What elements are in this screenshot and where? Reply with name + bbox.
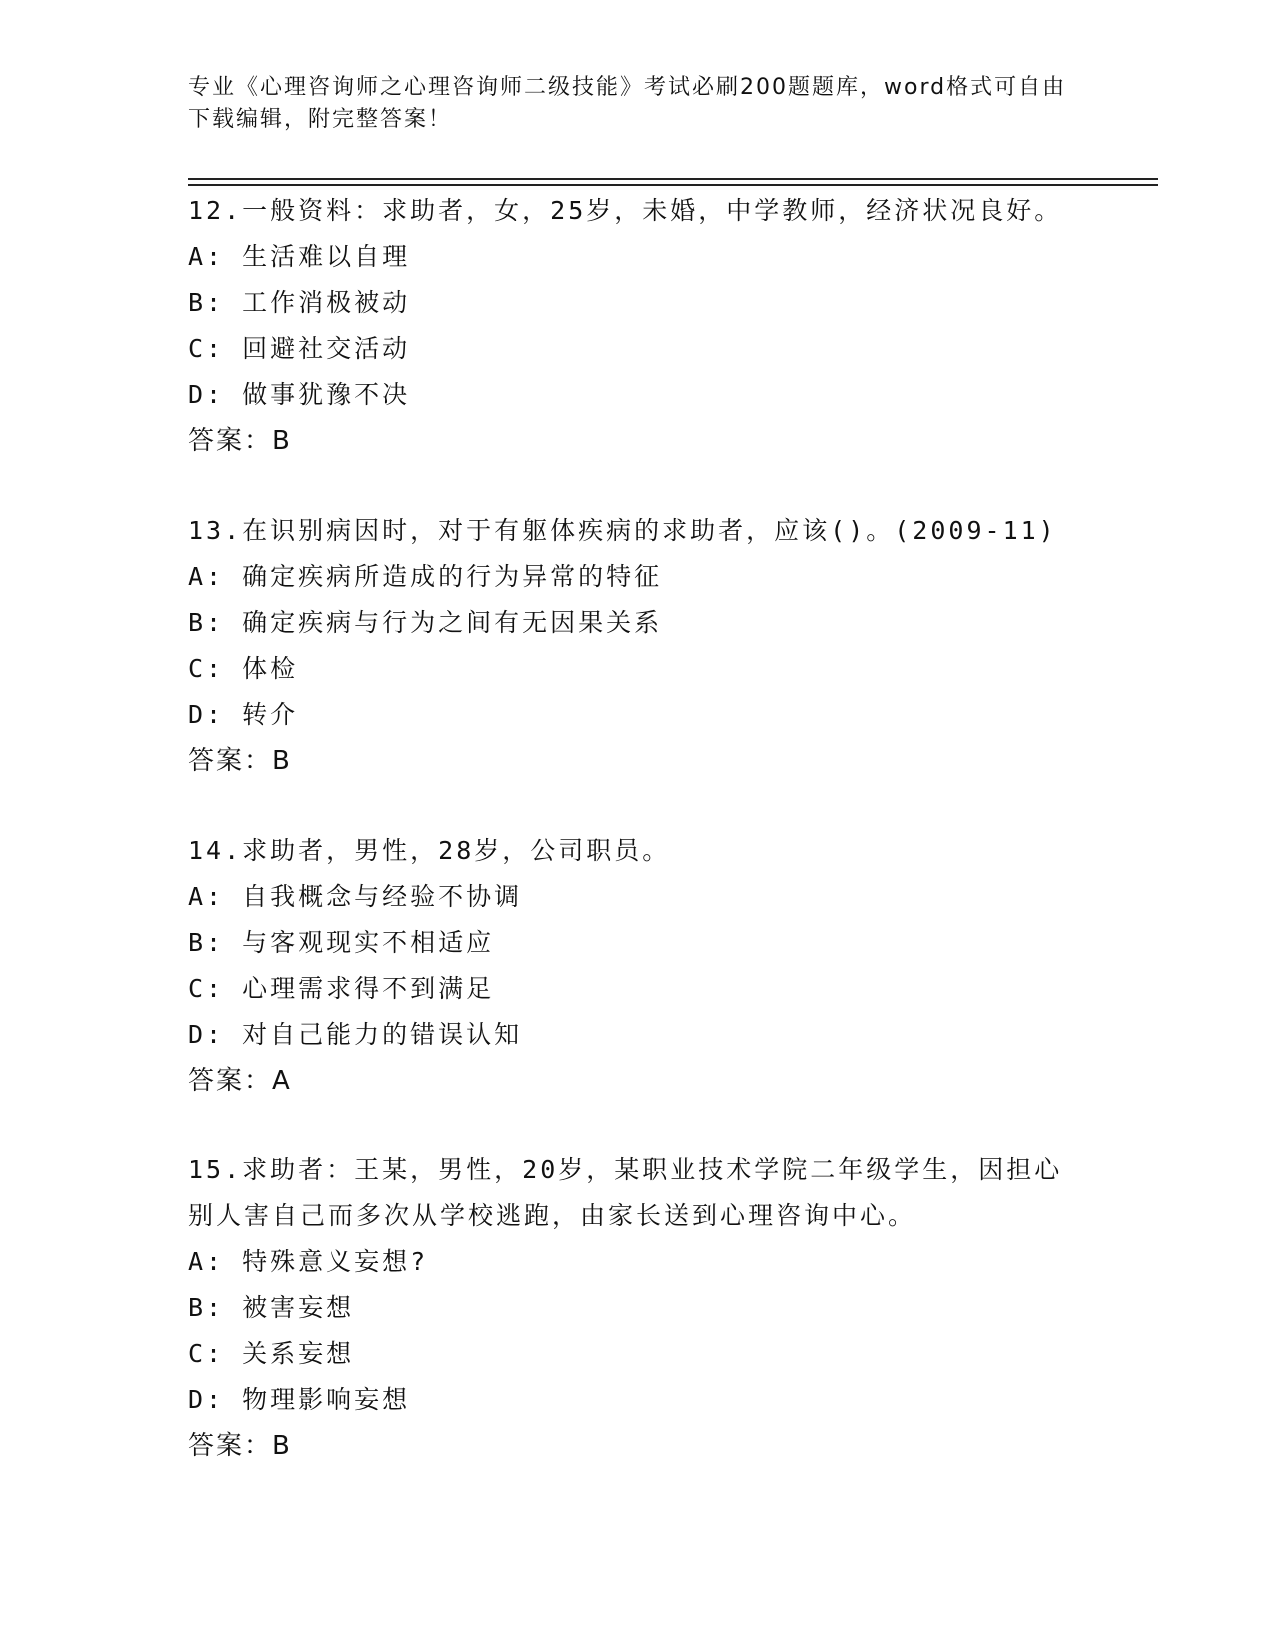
- option-d: D: 物理影响妄想: [188, 1385, 411, 1414]
- option-b: B: 确定疾病与行为之间有无因果关系: [188, 608, 663, 637]
- answer: 答案：B: [188, 1431, 292, 1461]
- question-14: [188, 828, 1088, 1104]
- option-d: D: 对自己能力的错误认知: [188, 1020, 523, 1049]
- question-12: [188, 188, 1088, 464]
- option-d: D: 转介: [188, 700, 299, 729]
- header-divider-top: [188, 178, 1158, 180]
- question-15: [188, 1147, 1088, 1469]
- answer: 答案：B: [188, 746, 292, 776]
- option-c: C: 体检: [188, 654, 299, 683]
- question-stem: 13.在识别病因时，对于有躯体疾病的求助者，应该()。(2009-11): [188, 516, 1057, 545]
- option-a: A: 自我概念与经验不协调: [188, 882, 523, 911]
- option-a: A: 确定疾病所造成的行为异常的特征: [188, 562, 663, 591]
- option-c: C: 回避社交活动: [188, 334, 411, 363]
- option-b: B: 被害妄想: [188, 1293, 355, 1322]
- header-divider-bottom: [188, 184, 1158, 186]
- option-b: B: 与客观现实不相适应: [188, 928, 495, 957]
- question-stem: 12.一般资料：求助者，女，25岁，未婚，中学教师，经济状况良好。: [188, 196, 1063, 225]
- option-c: C: 关系妄想: [188, 1339, 355, 1368]
- question-stem: 14.求助者，男性，28岁，公司职员。: [188, 836, 671, 865]
- option-a: A: 特殊意义妄想?: [188, 1247, 429, 1276]
- question-stem: 15.求助者：王某，男性，20岁，某职业技术学院二年级学生，因担心别人害自己而多次从学校逃跑，由家长送到心理咨询中心。: [188, 1155, 1063, 1230]
- option-a: A: 生活难以自理: [188, 242, 411, 271]
- option-d: D: 做事犹豫不决: [188, 380, 411, 409]
- option-b: B: 工作消极被动: [188, 288, 411, 317]
- question-13: [188, 508, 1088, 784]
- answer: 答案：A: [188, 1066, 292, 1096]
- option-c: C: 心理需求得不到满足: [188, 974, 495, 1003]
- document-header: 专业《心理咨询师之心理咨询师二级技能》考试必刷200题题库，word格式可自由下载编辑，附完整答案！: [188, 75, 1067, 132]
- answer: 答案：B: [188, 426, 292, 456]
